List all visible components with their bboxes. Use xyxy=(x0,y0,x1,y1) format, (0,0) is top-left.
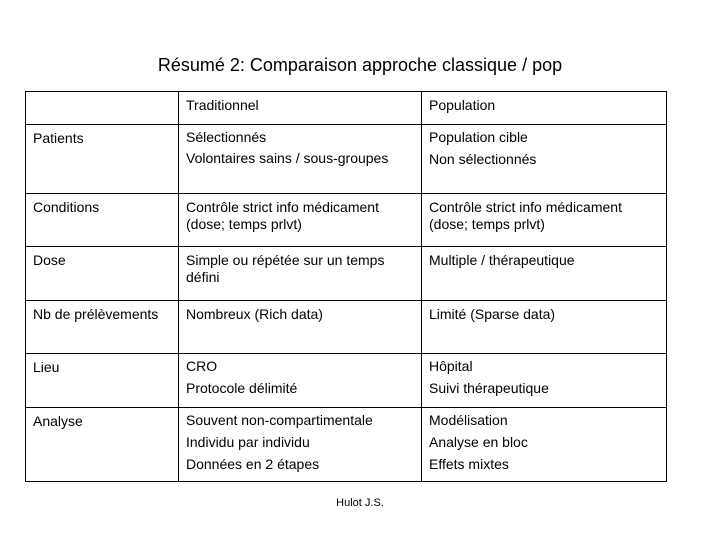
cell-population xyxy=(422,301,667,354)
cell-population xyxy=(422,194,667,247)
cell-traditionnel xyxy=(179,301,422,354)
cell-population xyxy=(422,125,667,194)
cell-line: Modélisation xyxy=(429,412,508,428)
header-empty-cell xyxy=(26,92,179,125)
cell-line: Données en 2 étapes xyxy=(186,456,320,472)
comparison-table xyxy=(25,91,667,482)
cell-line: Multiple / thérapeutique xyxy=(429,252,575,268)
cell-traditionnel xyxy=(179,125,422,194)
table-header-row xyxy=(26,92,667,125)
cell-line: Sélectionnés xyxy=(186,129,267,145)
row-label: Conditions xyxy=(26,194,179,247)
cell-line: Analyse en bloc xyxy=(429,434,528,450)
row-conditions xyxy=(26,194,667,247)
cell-line: CRO xyxy=(186,358,218,374)
footer-author: Hulot J.S. xyxy=(336,497,384,509)
cell-line: Hôpital xyxy=(429,358,473,374)
row-nb-prelevements xyxy=(26,301,667,354)
cell-line: Population cible xyxy=(429,129,528,145)
header-population: Population xyxy=(422,92,667,125)
cell-population xyxy=(422,354,667,408)
cell-line: Limité (Sparse data) xyxy=(429,306,556,322)
cell-line: Contrôle strict info médicament (dose; temps prlvt) xyxy=(429,199,622,232)
cell-line: Contrôle strict info médicament (dose; temps prlvt) xyxy=(186,199,379,232)
cell-traditionnel xyxy=(179,194,422,247)
cell-line: Individu par individu xyxy=(186,434,310,450)
row-patients xyxy=(26,125,667,194)
slide-title: Résumé 2: Comparaison approche classique / pop xyxy=(157,55,563,75)
cell-line: Nombreux (Rich data) xyxy=(186,306,323,322)
cell-line: Effets mixtes xyxy=(429,456,509,472)
cell-traditionnel xyxy=(179,247,422,301)
row-label: Nb de prélèvements xyxy=(26,301,179,354)
cell-line: Volontaires sains / sous-groupes xyxy=(186,150,389,166)
row-label: Dose xyxy=(26,247,179,301)
header-traditionnel: Traditionnel xyxy=(179,92,422,125)
cell-line: Souvent non-compartimentale xyxy=(186,412,373,428)
row-label: Analyse xyxy=(26,408,179,482)
row-dose xyxy=(26,247,667,301)
cell-population xyxy=(422,408,667,482)
cell-line: Suivi thérapeutique xyxy=(429,380,549,396)
row-label: Lieu xyxy=(26,354,179,408)
cell-line: Simple ou répétée sur un temps défini xyxy=(186,252,385,285)
row-lieu xyxy=(26,354,667,408)
cell-population xyxy=(422,247,667,301)
cell-traditionnel xyxy=(179,354,422,408)
row-label: Patients xyxy=(26,125,179,194)
cell-line: Protocole délimité xyxy=(186,380,298,396)
cell-line: Non sélectionnés xyxy=(429,151,537,167)
cell-traditionnel xyxy=(179,408,422,482)
row-analyse xyxy=(26,408,667,482)
